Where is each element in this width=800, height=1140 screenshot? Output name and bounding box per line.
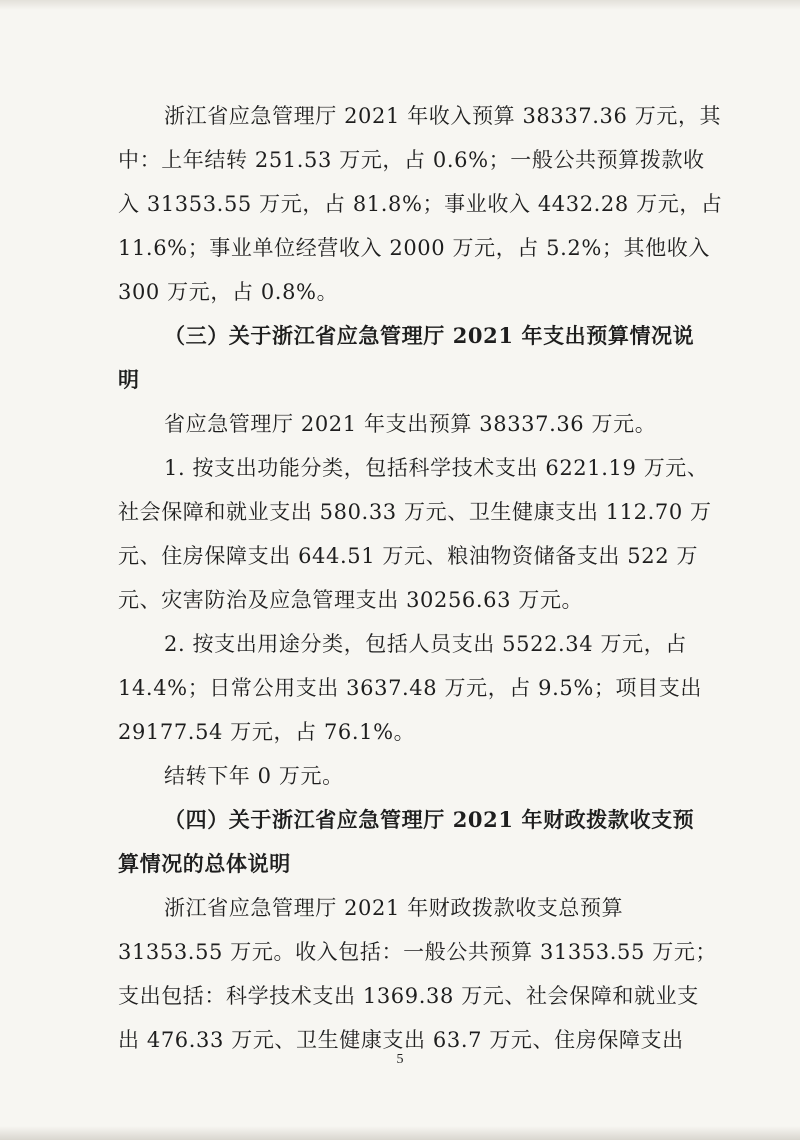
scan-top-edge: [0, 0, 800, 10]
section-heading-4-cont: 算情况的总体说明: [118, 851, 291, 876]
paragraph-line: 31353.55 万元。收入包括：一般公共预算 31353.55 万元；: [118, 940, 718, 964]
paragraph-line: 29177.54 万元，占 76.1%。: [118, 720, 416, 744]
paragraph-line: 元、住房保障支出 644.51 万元、粮油物资储备支出 522 万: [118, 544, 699, 568]
paragraph-line: 元、灾害防治及应急管理支出 30256.63 万元。: [118, 588, 584, 612]
paragraph-line: 11.6%；事业单位经营收入 2000 万元，占 5.2%；其他收入: [118, 236, 710, 260]
section-heading-3-cont: 明: [118, 367, 140, 392]
paragraph-line: 浙江省应急管理厅 2021 年收入预算 38337.36 万元，其: [164, 104, 722, 128]
paragraph-line: 社会保障和就业支出 580.33 万元、卫生健康支出 112.70 万: [118, 500, 712, 524]
section-heading-4: （四）关于浙江省应急管理厅 2021 年财政拨款收支预: [164, 807, 695, 832]
paragraph-line: 支出包括：科学技术支出 1369.38 万元、社会保障和就业支: [118, 984, 699, 1008]
paragraph-line: 浙江省应急管理厅 2021 年财政拨款收支总预算: [164, 896, 624, 920]
paragraph-line: 省应急管理厅 2021 年支出预算 38337.36 万元。: [164, 412, 657, 436]
page-number: 5: [396, 1052, 404, 1067]
paragraph-line: 2. 按支出用途分类，包括人员支出 5522.34 万元，占: [164, 632, 687, 656]
paragraph-line: 1. 按支出功能分类，包括科学技术支出 6221.19 万元、: [164, 456, 709, 480]
scan-bottom-edge: [0, 1126, 800, 1140]
paragraph-line: 出 476.33 万元、卫生健康支出 63.7 万元、住房保障支出: [118, 1028, 684, 1052]
paragraph-line: 中：上年结转 251.53 万元，占 0.6%；一般公共预算拨款收: [118, 148, 705, 172]
paragraph-line: 入 31353.55 万元，占 81.8%；事业收入 4432.28 万元，占: [118, 192, 723, 216]
section-heading-3: （三）关于浙江省应急管理厅 2021 年支出预算情况说: [164, 323, 695, 348]
paragraph-line: 300 万元，占 0.8%。: [118, 280, 339, 304]
paragraph-line: 结转下年 0 万元。: [164, 764, 344, 788]
paragraph-line: 14.4%；日常公用支出 3637.48 万元，占 9.5%；项目支出: [118, 676, 702, 700]
